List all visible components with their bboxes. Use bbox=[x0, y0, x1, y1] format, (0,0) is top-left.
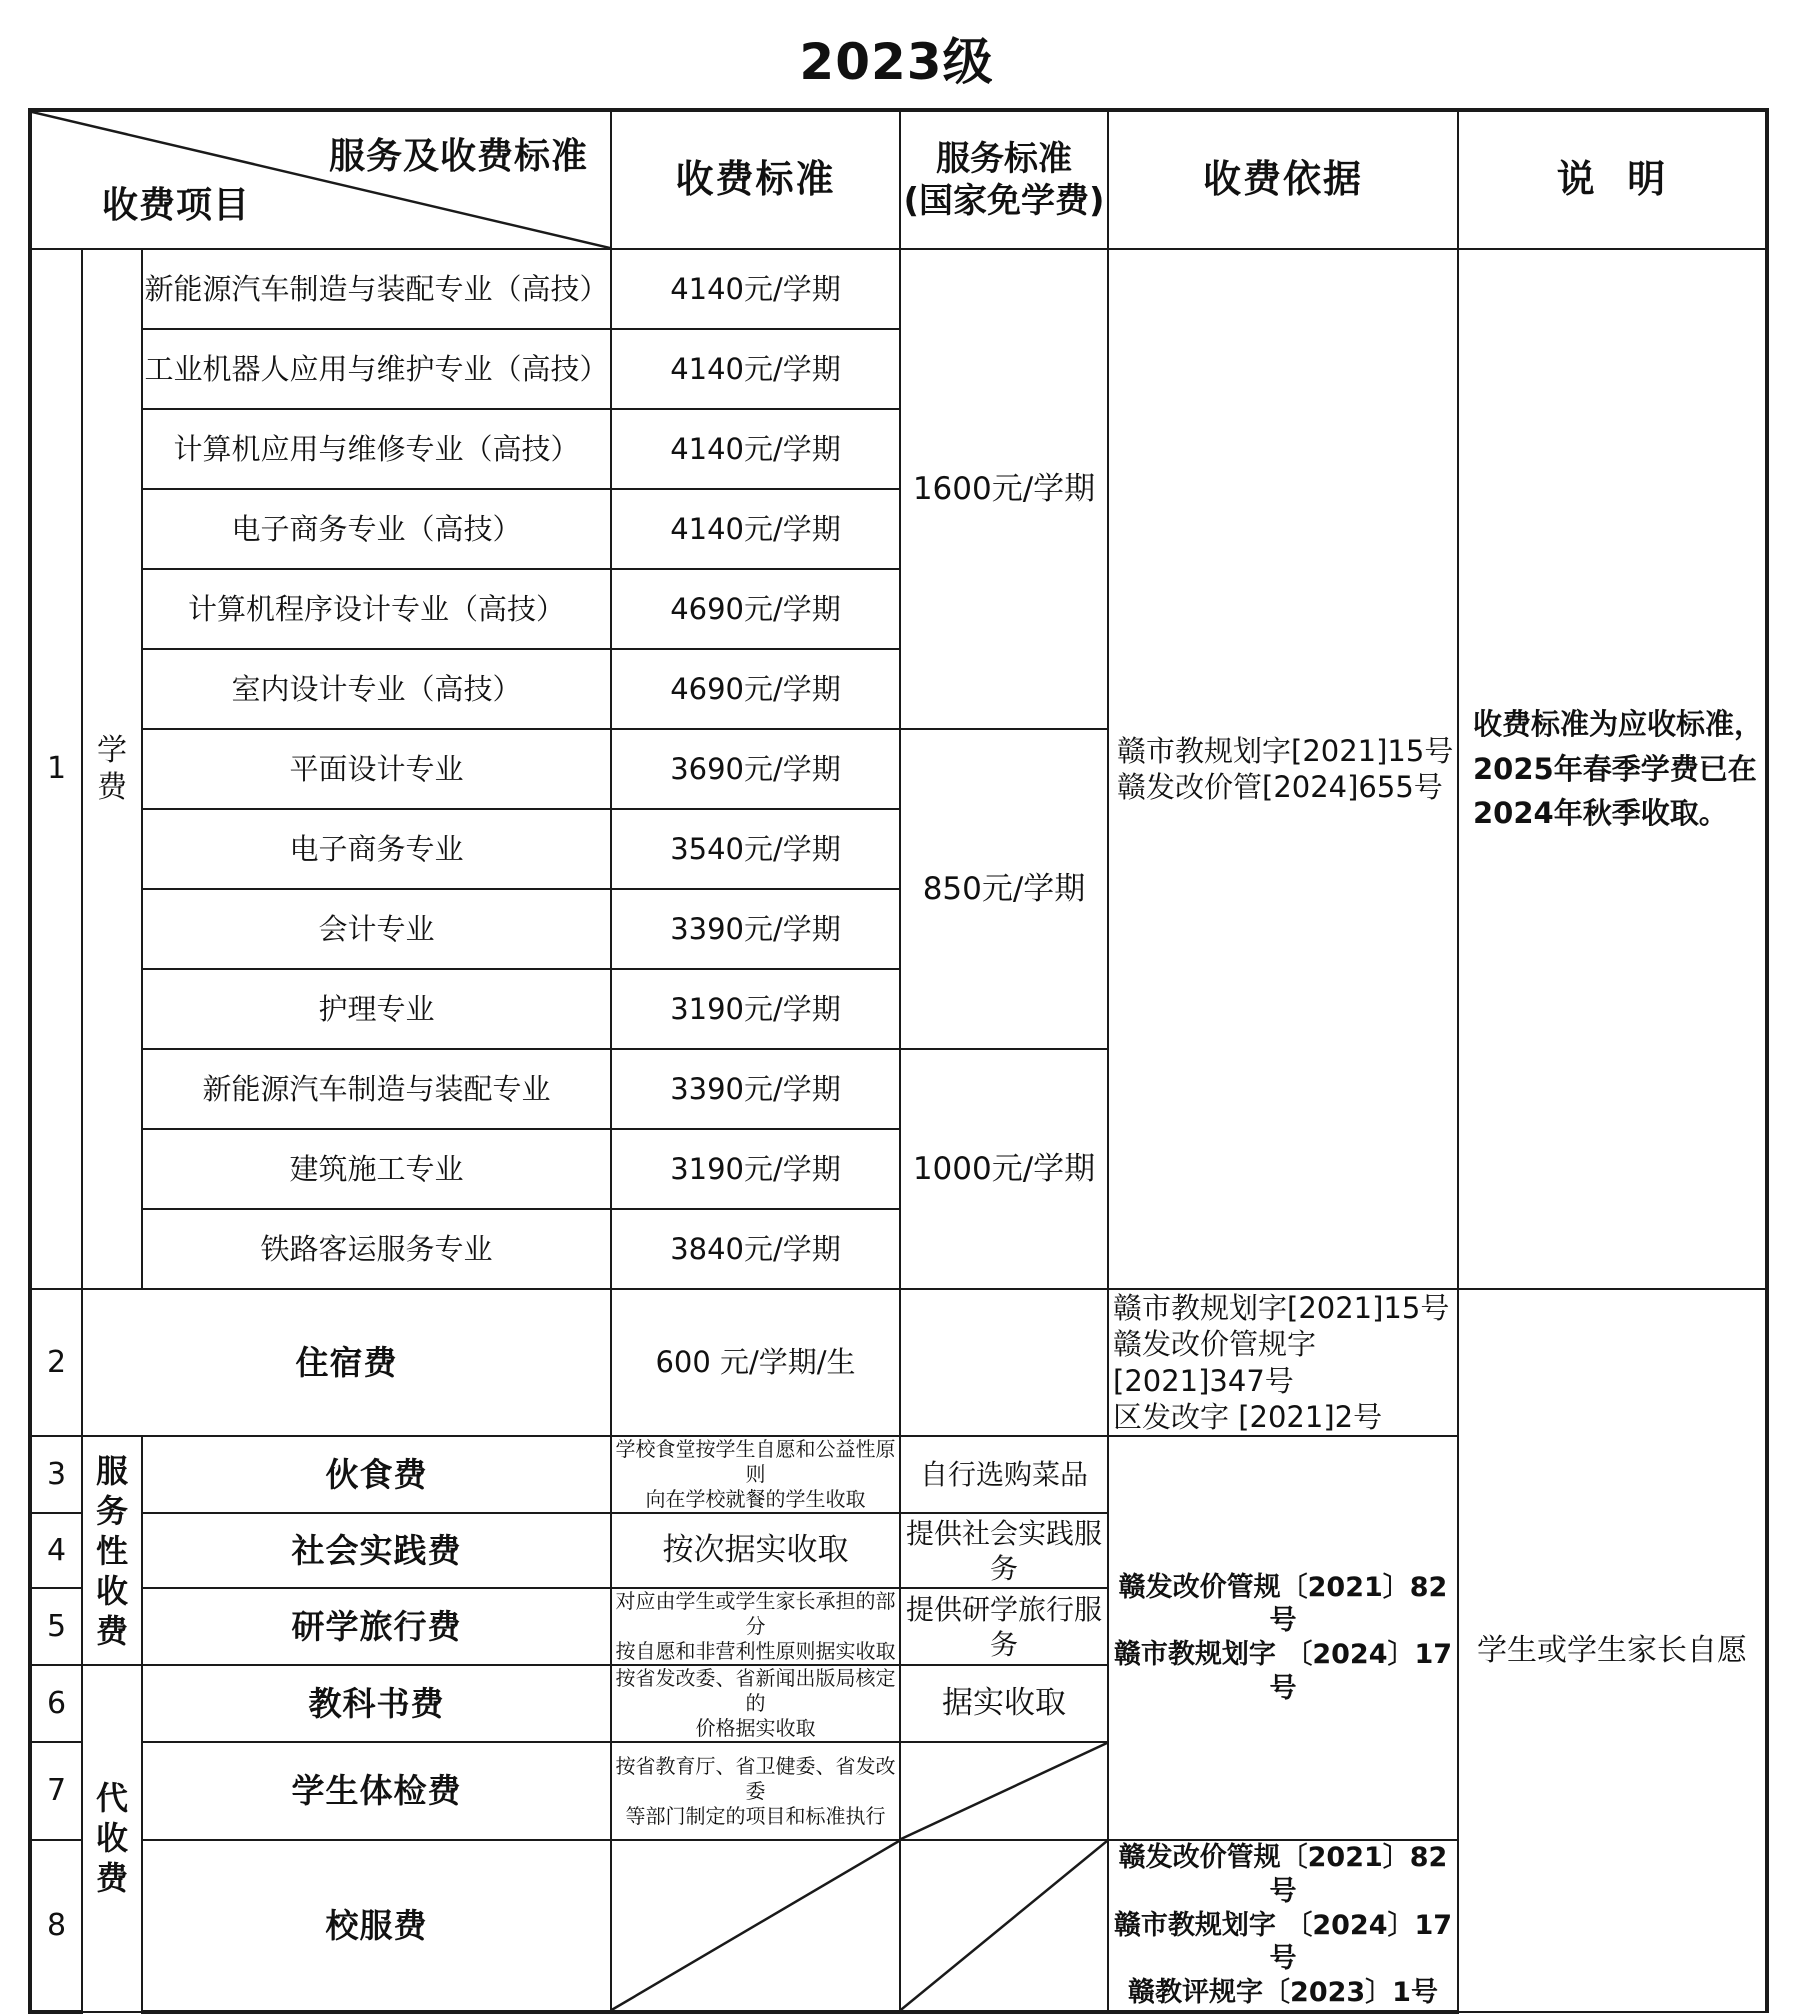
fee-value: 3190元/学期 bbox=[611, 1129, 900, 1209]
fee-value: 4140元/学期 bbox=[611, 409, 900, 489]
row-number-4: 4 bbox=[30, 1513, 82, 1588]
row-number-5: 5 bbox=[30, 1588, 82, 1665]
header-item-label: 收费项目 bbox=[102, 185, 251, 226]
agency-item-service-crossed bbox=[900, 1742, 1108, 1840]
service-item: 研学旅行费 bbox=[142, 1588, 611, 1665]
service-standard-1600: 1600元/学期 bbox=[900, 249, 1108, 729]
major-name: 工业机器人应用与维护专业（高技） bbox=[142, 329, 611, 409]
row-number-3: 3 bbox=[30, 1436, 82, 1513]
basis-3-7-line1: 赣发改价管规〔2021〕82号 bbox=[1118, 1571, 1448, 1637]
fee-line1: 对应由学生或学生家长承担的部分 bbox=[615, 1589, 896, 1638]
fee-line1: 按省发改委、省新闻出版局核定的 bbox=[615, 1666, 896, 1715]
fee-value: 3540元/学期 bbox=[611, 809, 900, 889]
lodging-service-empty bbox=[900, 1289, 1108, 1436]
fee-value: 3690元/学期 bbox=[611, 729, 900, 809]
lodging-item: 住宿费 bbox=[82, 1289, 611, 1436]
header-service-standard-line1: 服务标准 bbox=[936, 138, 1072, 179]
fee-value: 3840元/学期 bbox=[611, 1209, 900, 1289]
tuition-basis-line1: 赣市教规划字[2021]15号 bbox=[1117, 733, 1454, 768]
tuition-note-line1: 收费标准为应收标准， bbox=[1473, 706, 1764, 741]
fee-value: 4140元/学期 bbox=[611, 249, 900, 329]
agency-item-fee bbox=[611, 1665, 900, 1742]
row-number-8: 8 bbox=[30, 1840, 82, 2012]
header-service-standard bbox=[900, 110, 1108, 249]
lodging-fee: 600 元/学期/生 bbox=[611, 1289, 900, 1436]
service-fee-label: 服务性收费 bbox=[82, 1436, 142, 1665]
fee-value: 4690元/学期 bbox=[611, 649, 900, 729]
lodging-basis-line2: 赣发改价管规字[2021]347号 bbox=[1113, 1327, 1317, 1398]
agency-item: 教科书费 bbox=[142, 1665, 611, 1742]
major-name: 会计专业 bbox=[142, 889, 611, 969]
major-name: 铁路客运服务专业 bbox=[142, 1209, 611, 1289]
fee-line2: 按自愿和非营利性原则据实收取 bbox=[615, 1639, 896, 1663]
fee-value: 4690元/学期 bbox=[611, 569, 900, 649]
basis-3-7-line2: 赣市教规划字 〔2024〕17号 bbox=[1113, 1639, 1453, 1704]
page-title: 2023级 bbox=[799, 33, 994, 91]
major-name: 护理专业 bbox=[142, 969, 611, 1049]
header-basis: 收费依据 bbox=[1108, 110, 1458, 249]
tuition-label: 学费 bbox=[82, 249, 142, 1289]
header-note: 说 明 bbox=[1458, 110, 1767, 249]
service-item-service: 提供研学旅行服务 bbox=[900, 1588, 1108, 1665]
tuition-note bbox=[1458, 249, 1767, 1289]
header-service-fee-label: 服务及收费标准 bbox=[328, 136, 588, 177]
service-item-service: 提供社会实践服务 bbox=[900, 1513, 1108, 1588]
basis-8-line3: 赣教评规字〔2023〕1号 bbox=[1128, 1977, 1438, 2008]
cross-out-line bbox=[612, 1841, 899, 2010]
major-name: 电子商务专业 bbox=[142, 809, 611, 889]
major-name: 平面设计专业 bbox=[142, 729, 611, 809]
service-item-fee bbox=[611, 1436, 900, 1513]
tuition-basis bbox=[1108, 249, 1458, 1289]
fee-value: 3190元/学期 bbox=[611, 969, 900, 1049]
row-number-7: 7 bbox=[30, 1742, 82, 1840]
agency-fee-label: 代收费 bbox=[82, 1665, 142, 2012]
lodging-basis-line3: 区发改字 [2021]2号 bbox=[1113, 1399, 1383, 1434]
cross-out-line bbox=[901, 1743, 1107, 1839]
header-fee-standard: 收费标准 bbox=[611, 110, 900, 249]
fee-line1: 学校食堂按学生自愿和公益性原则 bbox=[615, 1437, 896, 1486]
tuition-note-line2: 2025年春季学费已在 bbox=[1473, 751, 1757, 786]
major-name: 新能源汽车制造与装配专业 bbox=[142, 1049, 611, 1129]
agency-item: 校服费 bbox=[142, 1840, 611, 2012]
service-item-fee bbox=[611, 1588, 900, 1665]
note-rows-2-8: 学生或学生家长自愿 bbox=[1458, 1289, 1767, 2012]
cross-out-line bbox=[901, 1841, 1107, 2010]
agency-item-service: 据实收取 bbox=[900, 1665, 1108, 1742]
basis-8-line1: 赣发改价管规〔2021〕82号 bbox=[1118, 1842, 1448, 1907]
service-standard-850: 850元/学期 bbox=[900, 729, 1108, 1049]
major-name: 计算机应用与维修专业（高技） bbox=[142, 409, 611, 489]
fee-line2: 等部门制定的项目和标准执行 bbox=[625, 1803, 886, 1828]
basis-rows-3-7 bbox=[1108, 1436, 1458, 1840]
fee-line2: 向在学校就餐的学生收取 bbox=[645, 1487, 866, 1511]
major-name: 计算机程序设计专业（高技） bbox=[142, 569, 611, 649]
header-diagonal-cell bbox=[30, 110, 611, 249]
major-name: 室内设计专业（高技） bbox=[142, 649, 611, 729]
fee-line1: 按省教育厅、省卫健委、省发改委 bbox=[615, 1753, 896, 1803]
tuition-note-line3: 2024年秋季收取。 bbox=[1473, 796, 1728, 831]
agency-item: 学生体检费 bbox=[142, 1742, 611, 1840]
basis-8-line2: 赣市教规划字 〔2024〕17号 bbox=[1113, 1909, 1453, 1975]
major-name: 建筑施工专业 bbox=[142, 1129, 611, 1209]
lodging-row bbox=[30, 1289, 1767, 1436]
fee-table bbox=[28, 108, 1769, 2014]
row-number-1: 1 bbox=[30, 249, 82, 1289]
service-item-fee: 按次据实收取 bbox=[611, 1513, 900, 1588]
header-service-standard-line2: (国家免学费) bbox=[903, 181, 1105, 221]
row-number-2: 2 bbox=[30, 1289, 82, 1436]
header-row bbox=[30, 110, 1767, 249]
row-number-6: 6 bbox=[30, 1665, 82, 1742]
major-name: 新能源汽车制造与装配专业（高技） bbox=[142, 249, 611, 329]
fee-value: 4140元/学期 bbox=[611, 489, 900, 569]
lodging-basis bbox=[1108, 1289, 1458, 1436]
agency-item-service-crossed bbox=[900, 1840, 1108, 2012]
service-item: 伙食费 bbox=[142, 1436, 611, 1513]
tuition-basis-line2: 赣发改价管[2024]655号 bbox=[1117, 770, 1443, 804]
lodging-basis-line1: 赣市教规划字[2021]15号 bbox=[1113, 1291, 1450, 1325]
tuition-row bbox=[30, 249, 1767, 329]
fee-value: 3390元/学期 bbox=[611, 1049, 900, 1129]
service-standard-1000: 1000元/学期 bbox=[900, 1049, 1108, 1289]
agency-item-fee-crossed bbox=[611, 1840, 900, 2012]
major-name: 电子商务专业（高技） bbox=[142, 489, 611, 569]
fee-line2: 价格据实收取 bbox=[695, 1716, 816, 1740]
basis-row-8 bbox=[1108, 1840, 1458, 2012]
service-item-service: 自行选购菜品 bbox=[900, 1436, 1108, 1513]
agency-item-fee bbox=[611, 1742, 900, 1840]
service-item: 社会实践费 bbox=[142, 1513, 611, 1588]
fee-value: 3390元/学期 bbox=[611, 889, 900, 969]
fee-value: 4140元/学期 bbox=[611, 329, 900, 409]
